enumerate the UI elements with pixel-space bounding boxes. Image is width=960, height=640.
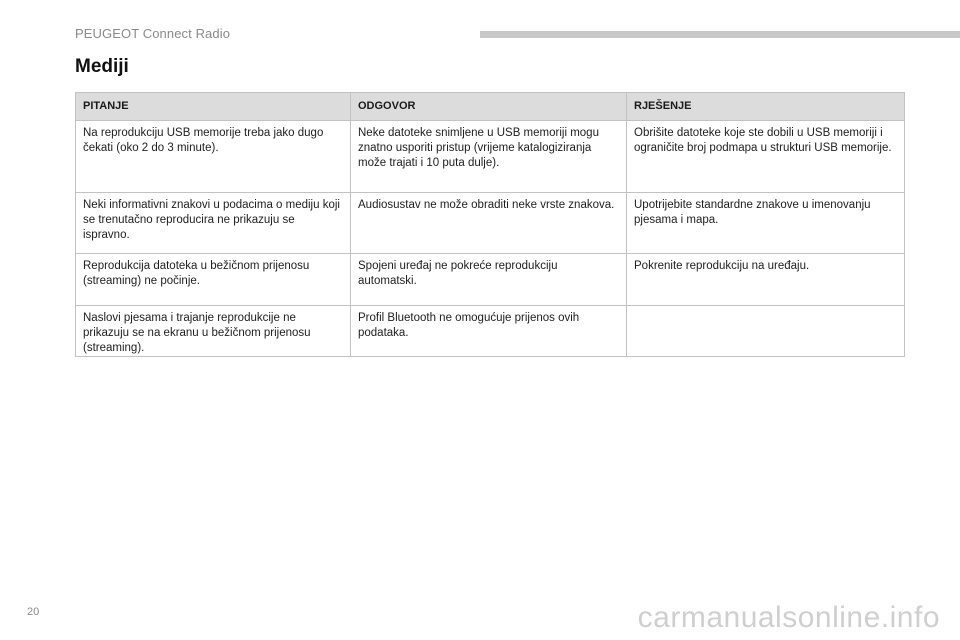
table-header-row (76, 93, 905, 121)
solution-cell (627, 306, 905, 357)
answer-cell: Profil Bluetooth ne omogućuje prijenos ovih podataka. (351, 306, 627, 357)
answer-cell: Spojeni uređaj ne pokreće reprodukciju automatski. (351, 254, 627, 306)
header-divider-bar (480, 31, 960, 38)
column-header-solution: RJEŠENJE (627, 93, 905, 121)
section-title: Mediji (75, 56, 129, 77)
answer-cell: Audiosustav ne može obraditi neke vrste znakova. (351, 193, 627, 254)
solution-cell: Pokrenite reprodukciju na uređaju. (627, 254, 905, 306)
page-number: 20 (27, 606, 40, 618)
document-header-label: PEUGEOT Connect Radio (75, 26, 231, 41)
table-row (76, 254, 905, 306)
column-header-question: PITANJE (76, 93, 351, 121)
answer-cell: Neke datoteke snimljene u USB memoriji mogu znatno usporiti pristup (vrijeme katalogiziranja može trajati i 10 puta dulje). (351, 121, 627, 193)
table-row (76, 306, 905, 357)
question-cell: Naslovi pjesama i trajanje reprodukcije ne prikazuju se na ekranu u bežičnom prijenosu (streaming). (76, 306, 351, 357)
troubleshooting-table (75, 92, 905, 357)
question-cell: Reprodukcija datoteka u bežičnom prijenosu (streaming) ne počinje. (76, 254, 351, 306)
solution-cell: Obrišite datoteke koje ste dobili u USB memoriji i ograničite broj podmapa u strukturi USB memorije. (627, 121, 905, 193)
table-row (76, 193, 905, 254)
question-cell: Na reprodukciju USB memorije treba jako dugo čekati (oko 2 do 3 minute). (76, 121, 351, 193)
watermark-text: carmanualsonline.info (637, 601, 940, 634)
column-header-answer: ODGOVOR (351, 93, 627, 121)
solution-cell: Upotrijebite standardne znakove u imenovanju pjesama i mapa. (627, 193, 905, 254)
question-cell: Neki informativni znakovi u podacima o mediju koji se trenutačno reproducira ne prikazuju se ispravno. (76, 193, 351, 254)
table-row (76, 121, 905, 193)
